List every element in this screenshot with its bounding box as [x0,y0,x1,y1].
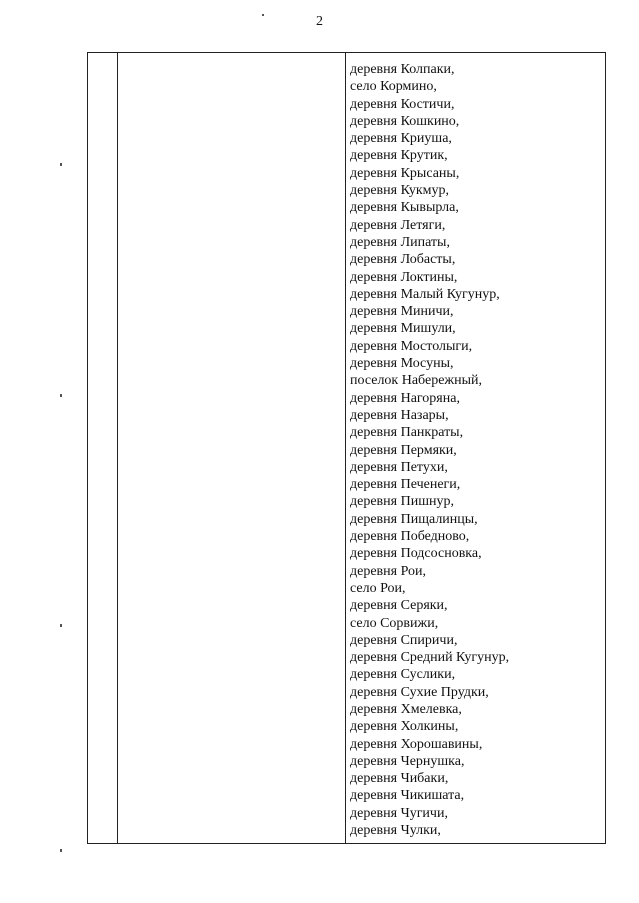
settlement-item: деревня Чулки, [350,823,441,839]
settlement-item: деревня Кукмур, [350,183,450,199]
settlements-list [350,61,509,839]
settlement-item: деревня Кывырла, [350,200,459,216]
settlement-item: деревня Пищалинцы, [350,511,478,527]
settlements-table [87,52,606,844]
settlement-item: деревня Чернушка, [350,753,465,769]
settlement-item: деревня Суслики, [350,667,456,683]
settlement-item: деревня Хорошавины, [350,736,483,752]
settlement-item: деревня Хмелевка, [350,701,462,717]
settlement-item: деревня Кошкино, [350,113,460,129]
scan-speck [60,849,62,852]
column-divider-2 [345,53,346,843]
settlement-item: деревня Холкины, [350,719,459,735]
settlement-item: деревня Чугичи, [350,805,448,821]
settlement-item: деревня Малый Кугунур, [350,286,500,302]
settlement-item: деревня Чикишата, [350,788,465,804]
settlement-item: деревня Петухи, [350,459,448,475]
settlement-item: поселок Набережный, [350,373,482,389]
settlement-item: село Рои, [350,580,406,596]
settlement-item: деревня Средний Кугунур, [350,650,510,666]
settlement-item: деревня Подсосновка, [350,546,482,562]
settlement-item: деревня Победново, [350,529,470,545]
settlement-item: деревня Локтины, [350,269,458,285]
page-number: 2 [316,14,323,29]
settlement-item: деревня Мосуны, [350,356,454,372]
settlement-item: деревня Панкраты, [350,425,464,441]
settlement-item: деревня Колпаки, [350,62,455,77]
scan-speck [262,14,264,16]
settlement-item: деревня Серяки, [350,598,448,614]
settlement-item: деревня Крутик, [350,148,448,164]
settlement-item: деревня Назары, [350,407,449,423]
scan-speck [60,163,62,166]
settlement-item: деревня Мостолыги, [350,338,473,354]
settlement-item: деревня Лобасты, [350,252,456,268]
settlement-item: деревня Пермяки, [350,442,457,458]
settlement-item: деревня Пишнур, [350,494,454,510]
column-divider-1 [117,53,118,843]
scan-speck [60,394,62,397]
settlement-item: деревня Мишули, [350,321,456,337]
settlement-item: деревня Рои, [350,563,427,579]
settlement-item: деревня Печенеги, [350,477,461,493]
settlement-item: село Сорвижи, [350,615,439,631]
settlement-item: деревня Липаты, [350,234,450,250]
settlement-item: деревня Миничи, [350,304,454,320]
settlement-item: деревня Летяги, [350,217,446,233]
settlement-item: село Кормино, [350,79,437,95]
settlement-item: деревня Спиричи, [350,632,458,648]
settlement-item: деревня Криуша, [350,131,452,147]
settlement-item: деревня Нагоряна, [350,390,460,406]
settlement-item: деревня Чибаки, [350,771,449,787]
settlement-item: деревня Сухие Прудки, [350,684,489,700]
settlement-item: деревня Крысаны, [350,165,460,181]
settlement-item: деревня Костичи, [350,96,455,112]
scan-speck [60,624,62,627]
